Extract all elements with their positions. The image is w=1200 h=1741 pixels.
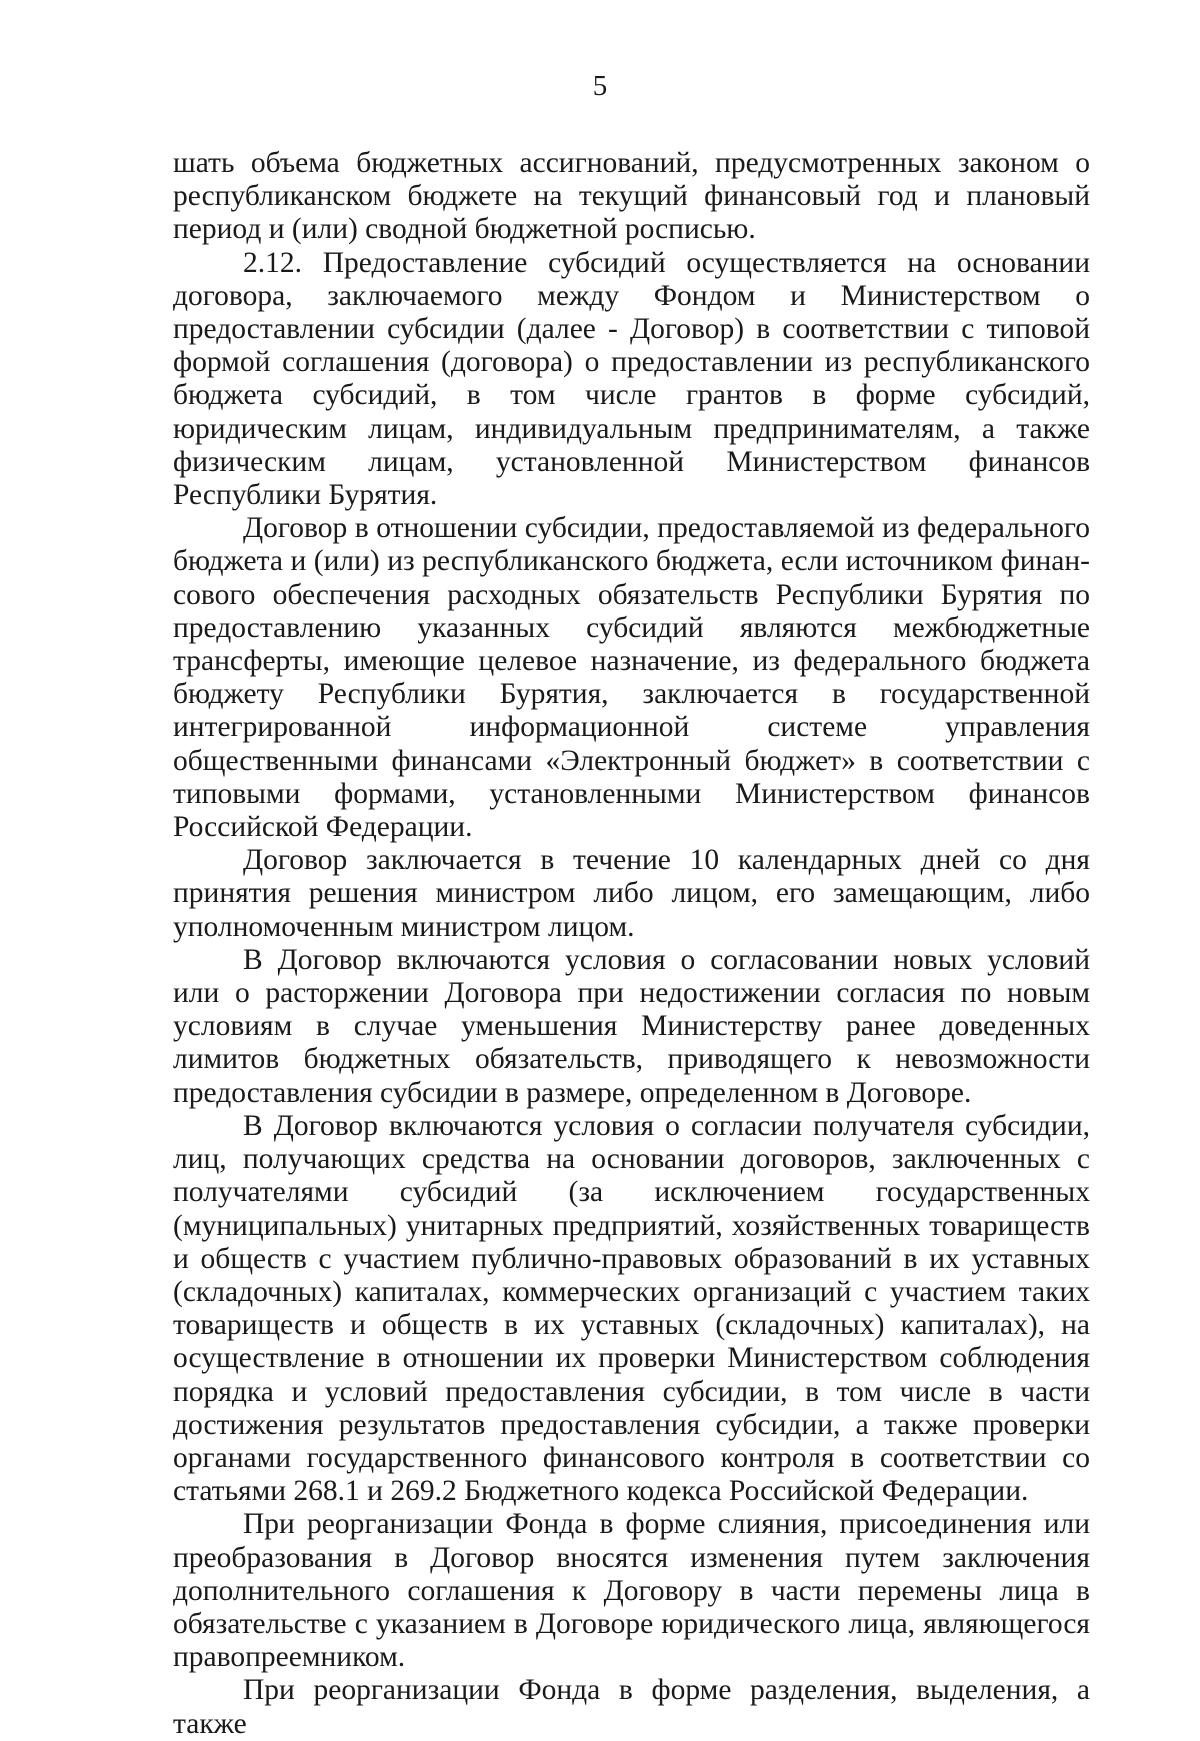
page-number: 5 — [592, 70, 608, 102]
paragraph-2-12: 2.12. Предоставление субсидий осуществляется на основании договора, заключаемого между Фондом и Министерством о предоставлении субсидии (далее - Договор) в соответствии с типовой формой соглашения (договора) о предоставлении из республиканского бюджета субсидий, в том числе грантов в форме субсидий, юридическим лицам, индивидуальным предпринимателям, а также физическим лицам, установленной Министерством финансов Республики Бурятия. — [173, 246, 1090, 512]
paragraph-federal-budget-agreement: Договор в отношении субсидии, предоставляемой из федерального бюджета и (или) из республиканского бюджета, если источником финансового обеспечения расходных обязательств Республики Бурятия по предоставлению указанных субсидий являются межбюджетные трансферты, имеющие целевое назначение, из федерального бюджета бюджету Республики Бурятия, заключается в государственной интегрированной информационной системе управления общественными финансами «Электронный бюджет» в соответствии с типовыми формами, установленными Министерством финансов Российской Федерации. — [173, 512, 1090, 844]
paragraph-reorganization-division: При реорганизации Фонда в форме разделения, выделения, а также — [173, 1674, 1090, 1740]
paragraph-consent-to-inspection: В Договор включаются условия о согласии получателя субсидии, лиц, получающих средства на основании договоров, заключенных с получателями субсидий (за исключением государственных (муниципальных) унитарных предприятий, хозяйственных товариществ и обществ с участием публично-правовых образований в их уставных (складочных) капиталах, коммерческих организаций с участием таких товариществ и обществ в их уставных (складочных) капиталах), на осуществление в отношении их проверки Министерством соблюдения порядка и условий предоставления субсидии, в том числе в части достижения результатов предоставления субсидии, а также проверки органами государственного финансового контроля в соответствии со статьями 268.1 и 269.2 Бюджетного кодекса Российской Федерации. — [173, 1109, 1090, 1508]
paragraph-new-conditions: В Договор включаются условия о согласовании новых условий или о расторжении Договора при недостижении согласия по новым условиям в случае уменьшения Министерству ранее доведенных лимитов бюджетных обязательств, приводящего к невозможности предоставления субсидии в размере, определенном в Договоре. — [173, 943, 1090, 1109]
paragraph-agreement-term: Договор заключается в течение 10 календарных дней со дня принятия решения министром либо лицом, его замещающим, либо уполномоченным министром лицом. — [173, 844, 1090, 943]
document-body — [173, 147, 1090, 1741]
paragraph-reorganization-merger: При реорганизации Фонда в форме слияния, присоединения или преобразования в Договор вносятся изменения путем заключения дополнительного соглашения к Договору в части перемены лица в обязательстве с указанием в Договоре юридического лица, являющегося правопреемником. — [173, 1508, 1090, 1674]
paragraph-continuation: шать объема бюджетных ассигнований, предусмотренных законом о республиканском бюджете на текущий финансовый год и плановый период и (или) сводной бюджетной росписью. — [173, 147, 1090, 246]
